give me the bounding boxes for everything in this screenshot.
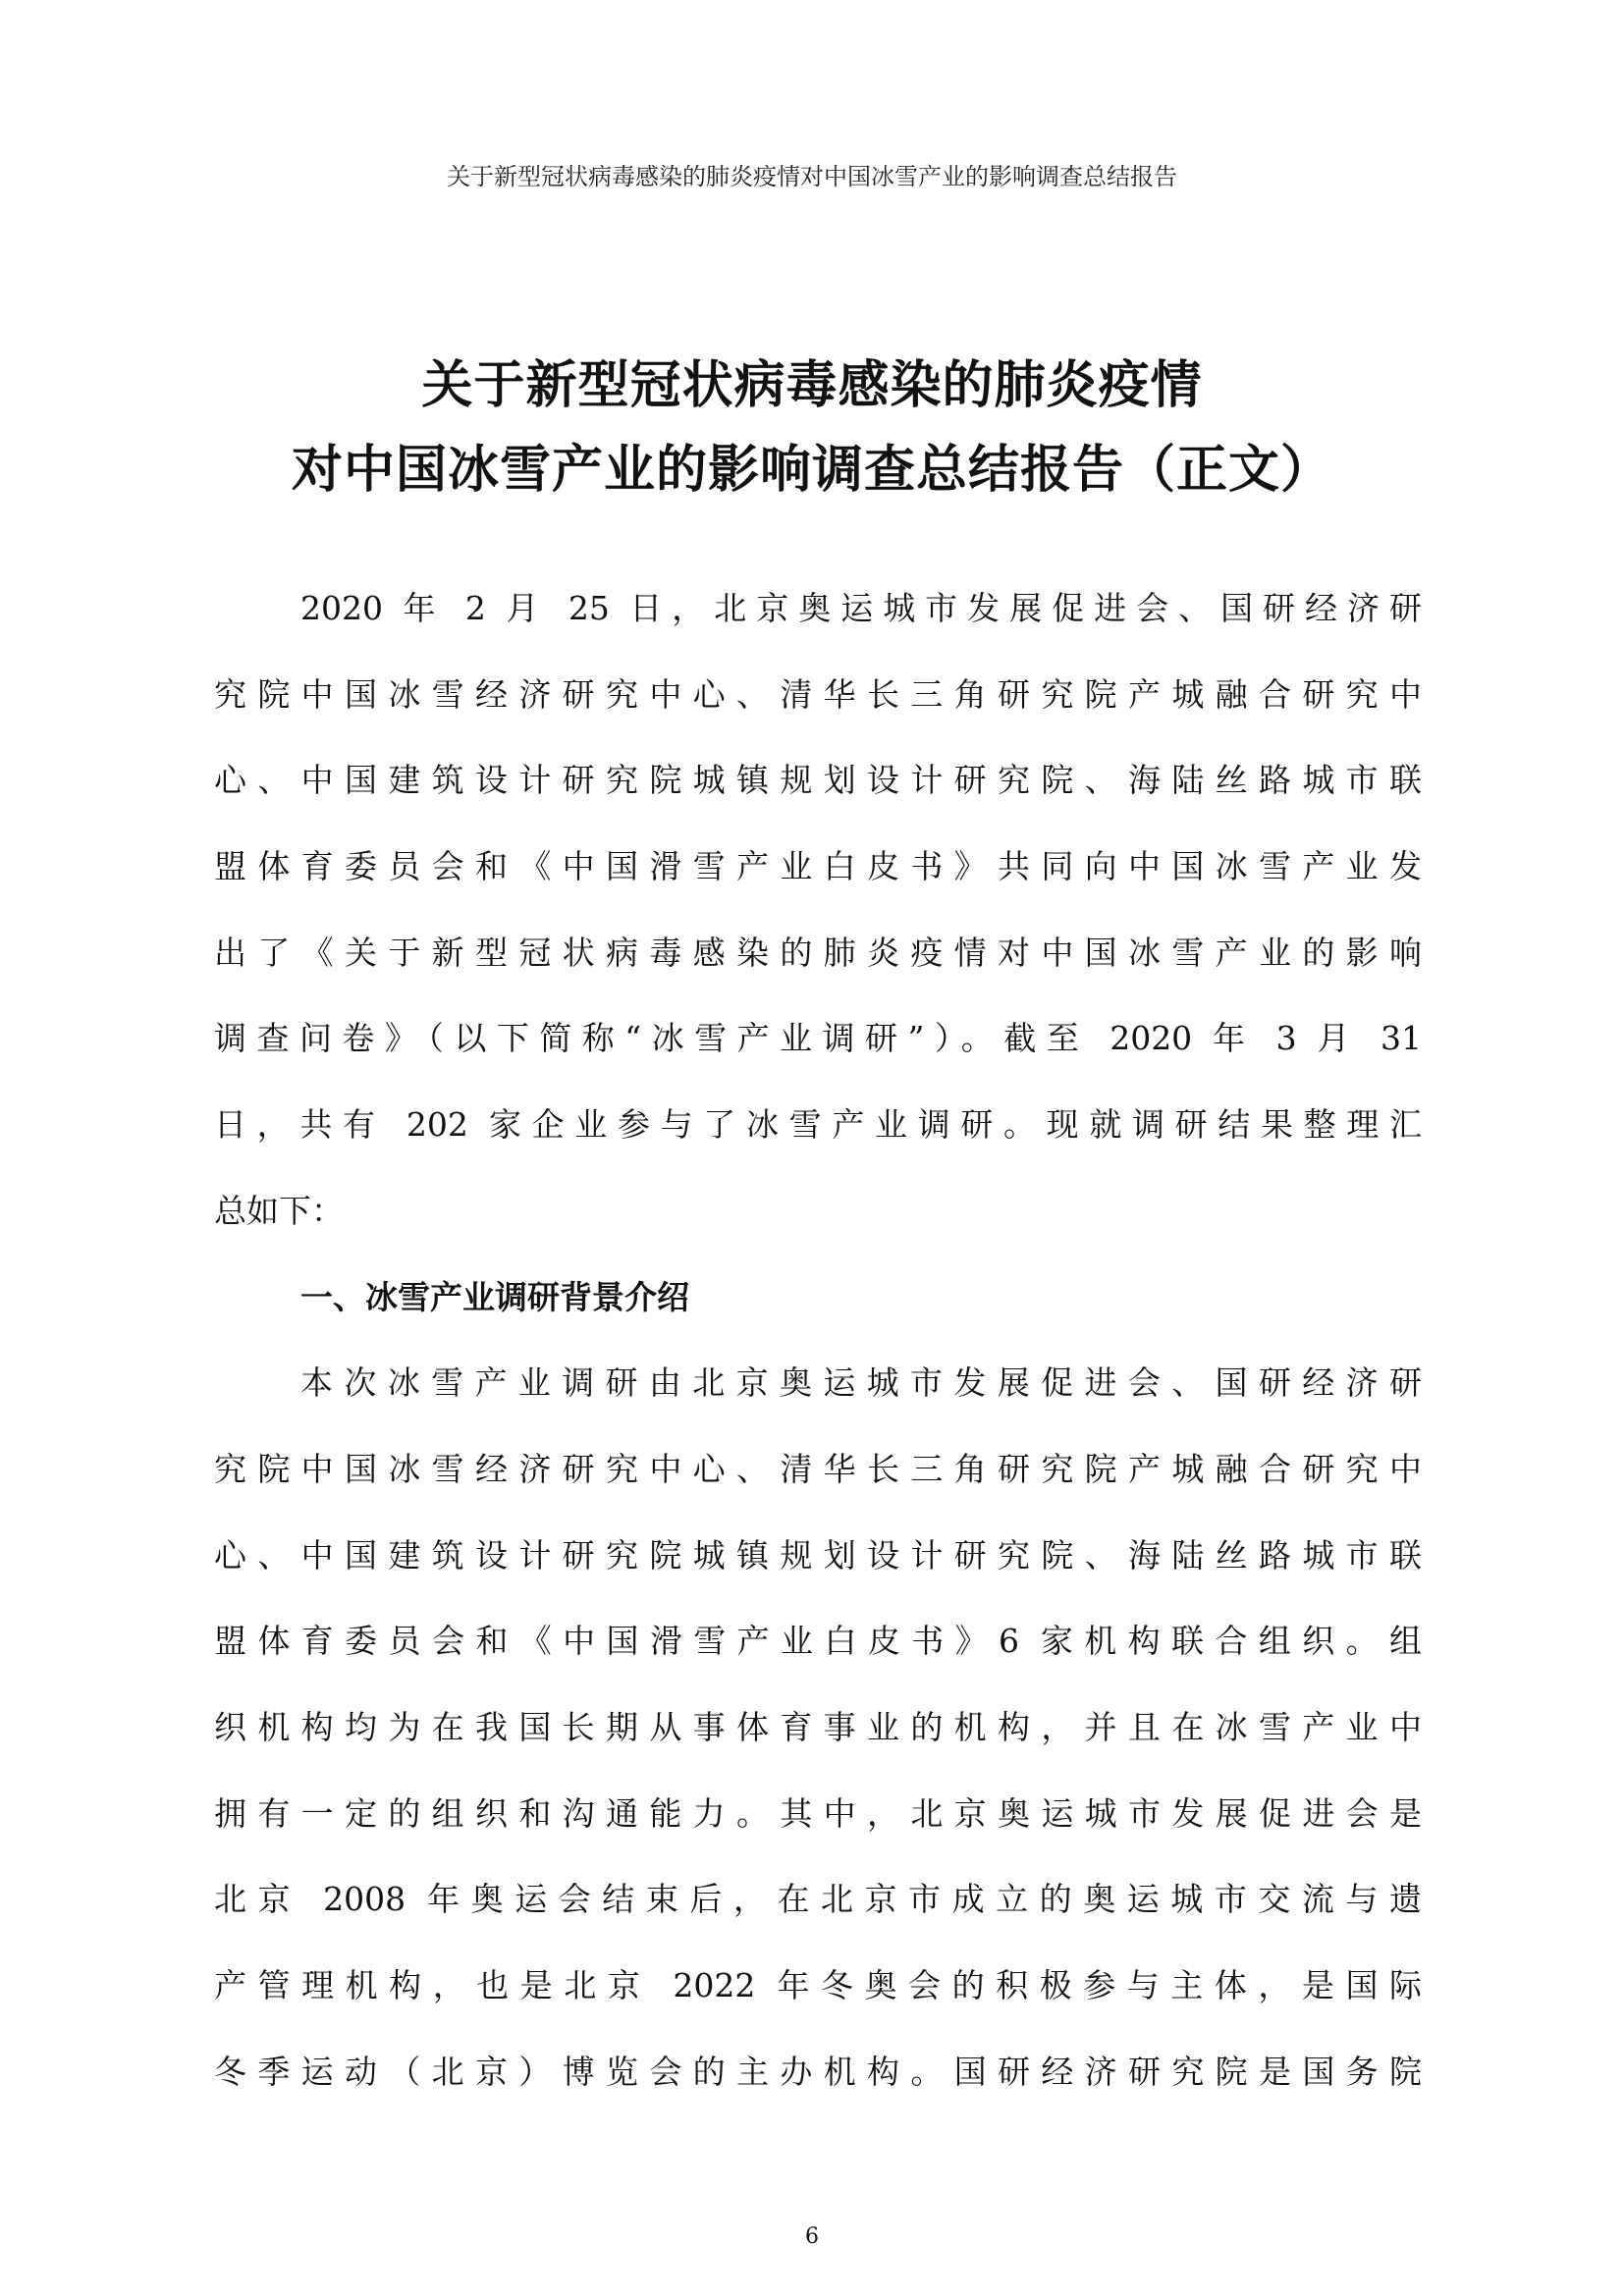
text-line: 本次冰雪产业调研由北京奥运城市发展促进会、国研经济研 <box>300 1363 1422 1403</box>
document-title-line-1: 关于新型冠状病毒感染的肺炎疫情 <box>421 356 1203 415</box>
document-body <box>214 565 1422 2114</box>
text-line: 北京 2008 年奥运会结束后，在北京市成立的奥运城市交流与遗 <box>214 1880 1422 1919</box>
text-line: 产管理机构，也是北京 2022 年冬奥会的积极参与主体，是国际 <box>214 1966 1422 2004</box>
paragraph-background <box>214 1340 1422 2114</box>
text-line: 究院中国冰雪经济研究中心、清华长三角研究院产城融合研究中 <box>214 1449 1422 1488</box>
text-line: 出了《关于新型冠状病毒感染的肺炎疫情对中国冰雪产业的影响 <box>214 933 1422 972</box>
text-line: 心、中国建筑设计研究院城镇规划设计研究院、海陆丝路城市联 <box>214 761 1422 800</box>
text-line: 盟体育委员会和《中国滑雪产业白皮书》共同向中国冰雪产业发 <box>214 847 1422 886</box>
paragraph-intro <box>214 565 1422 1255</box>
document-title-line-2: 对中国冰雪产业的影响调查总结报告（正文） <box>291 441 1332 500</box>
text-line: 织机构均为在我国长期从事体育事业的机构，并且在冰雪产业中 <box>214 1707 1422 1746</box>
running-header: 关于新型冠状病毒感染的肺炎疫情对中国冰雪产业的影响调查总结报告 <box>447 163 1177 190</box>
text-line: 究院中国冰雪经济研究中心、清华长三角研究院产城融合研究中 <box>214 674 1422 714</box>
text-line: 盟体育委员会和《中国滑雪产业白皮书》6 家机构联合组织。组 <box>214 1622 1422 1661</box>
text-line: 调查问卷》（以下简称“冰雪产业调研”）。截至 2020 年 3 月 31 <box>214 1019 1422 1058</box>
text-line: 心、中国建筑设计研究院城镇规划设计研究院、海陆丝路城市联 <box>214 1535 1422 1575</box>
text-line: 2020 年 2 月 25 日，北京奥运城市发展促进会、国研经济研 <box>300 589 1422 627</box>
text-line: 冬季运动（北京）博览会的主办机构。国研经济研究院是国务院 <box>214 2052 1422 2091</box>
section-heading: 一、冰雪产业调研背景介绍 <box>300 1277 689 1316</box>
text-line: 总如下： <box>214 1191 344 1230</box>
text-line: 日，共有 202 家企业参与了冰雪产业调研。现就调研结果整理汇 <box>214 1105 1422 1145</box>
page-number: 6 <box>805 2224 819 2249</box>
text-line: 拥有一定的组织和沟通能力。其中，北京奥运城市发展促进会是 <box>214 1793 1422 1833</box>
